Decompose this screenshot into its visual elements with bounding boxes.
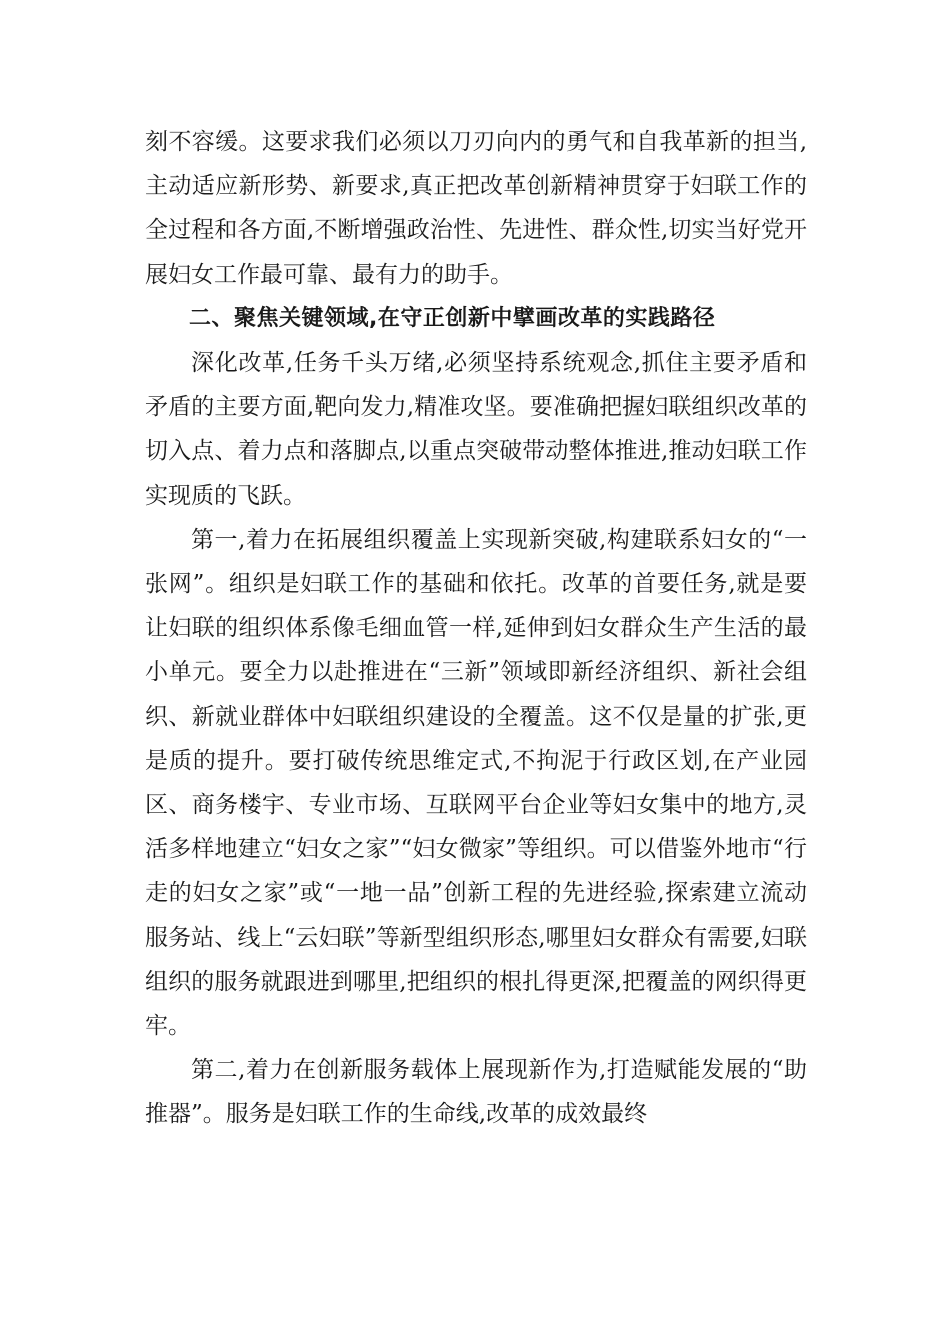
section-heading: 二、聚焦关键领域,在守正创新中擘画改革的实践路径 — [189, 305, 716, 331]
body-paragraph-second: 第二,着力在创新服务载体上展现新作为,打造赋能发展的“助推器”。服务是妇联工作的生命线,改革的成效最终 — [145, 1057, 807, 1128]
body-paragraph-intro: 深化改革,任务千头万绪,必须坚持系统观念,抓住主要矛盾和矛盾的主要方面,靶向发力,精准攻坚。要准确把握妇联组织改革的切入点、着力点和落脚点,以重点突破带动整体推进,推动妇联工作实现质的飞跃。 — [145, 350, 807, 509]
document-body — [145, 120, 807, 1137]
body-paragraph-first: 第一,着力在拓展组织覆盖上实现新突破,构建联系妇女的“一张网”。组织是妇联工作的基础和依托。改革的首要任务,就是要让妇联的组织体系像毛细血管一样,延伸到妇女群众生产生活的最小单元。要全力以赴推进在“三新”领域即新经济组织、新社会组织、新就业群体中妇联组织建设的全覆盖。这不仅是量的扩张,更是质的提升。要打破传统思维定式,不拘泥于行政区划,在产业园区、商务楼宇、专业市场、互联网平台企业等妇女集中的地方,灵活多样地建立“妇女之家”“妇女微家”等组织。可以借鉴外地市“行走的妇女之家”或“一地一品”创新工程的先进经验,探索建立流动服务站、线上“云妇联”等新型组织形态,哪里妇女群众有需要,妇联组织的服务就跟进到哪里,把组织的根扎得更深,把覆盖的网织得更牢。 — [145, 526, 807, 1040]
continuation-paragraph: 刻不容缓。这要求我们必须以刀刃向内的勇气和自我革新的担当,主动适应新形势、新要求,真正把改革创新精神贯穿于妇联工作的全过程和各方面,不断增强政治性、先进性、群众性,切实当好党开展妇女工作最可靠、最有力的助手。 — [145, 129, 807, 288]
